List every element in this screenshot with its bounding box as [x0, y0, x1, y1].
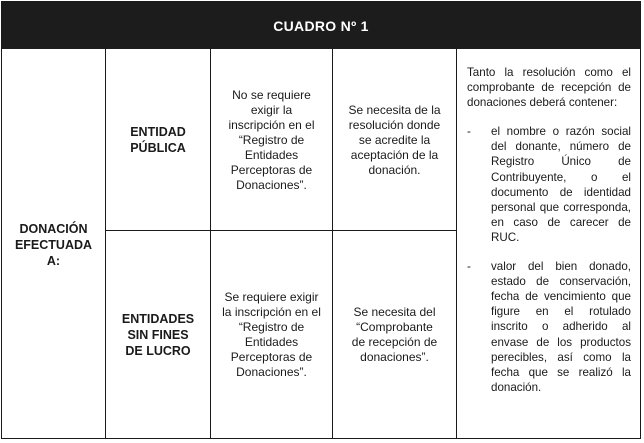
list-item [467, 259, 631, 395]
list-item [467, 124, 631, 245]
entity-cell [106, 50, 210, 230]
table-title: CUADRO Nº 1 [2, 2, 640, 49]
registry-text: Se requiere exigir la inscripción en el “Registro de Entidades Perceptoras de Donaciones”. [222, 289, 321, 379]
bullet-marker: - [467, 260, 471, 274]
entity-label: ENTIDAD PÚBLICA [130, 125, 186, 155]
document-cell [333, 50, 456, 230]
entity-cell [106, 231, 210, 438]
requirements-intro: Tanto la resolución como el comprobante de recepción de donaciones deberá contener: [467, 66, 631, 110]
document-text: Se necesita del “Comprobante de recepción de donaciones”. [351, 304, 438, 364]
registry-cell [211, 50, 332, 230]
row-header-label: DONACIÓN EFECTUADA A: [14, 221, 93, 268]
requirements-cell [457, 49, 640, 438]
entity-label: ENTIDADES SIN FINES DE LUCRO [121, 311, 195, 358]
list-item-text: valor del bien donado, estado de conservación, fecha de vencimiento que figure en el rotulado inscrito o adherido al envase de los productos perecibles, así como la fecha que se realizó la donación. [491, 260, 631, 394]
bullet-marker: - [467, 125, 471, 139]
requirements-list [467, 124, 631, 395]
list-item-text: el nombre o razón social del donante, número de Registro Único de Contribuyente, o el documento de identidad personal que corresponda, en caso de carecer de RUC. [491, 125, 631, 244]
row-header-donacion [2, 50, 105, 439]
document-text: Se necesita de la resolución donde se acredite la aceptación de la donación. [348, 102, 441, 177]
cuadro-table [1, 1, 641, 439]
registry-cell [211, 231, 332, 438]
registry-text: No se requiere exigir la inscripción en el “Registro de Entidades Perceptoras de Donaciones”. [228, 87, 315, 192]
document-cell [333, 231, 456, 438]
